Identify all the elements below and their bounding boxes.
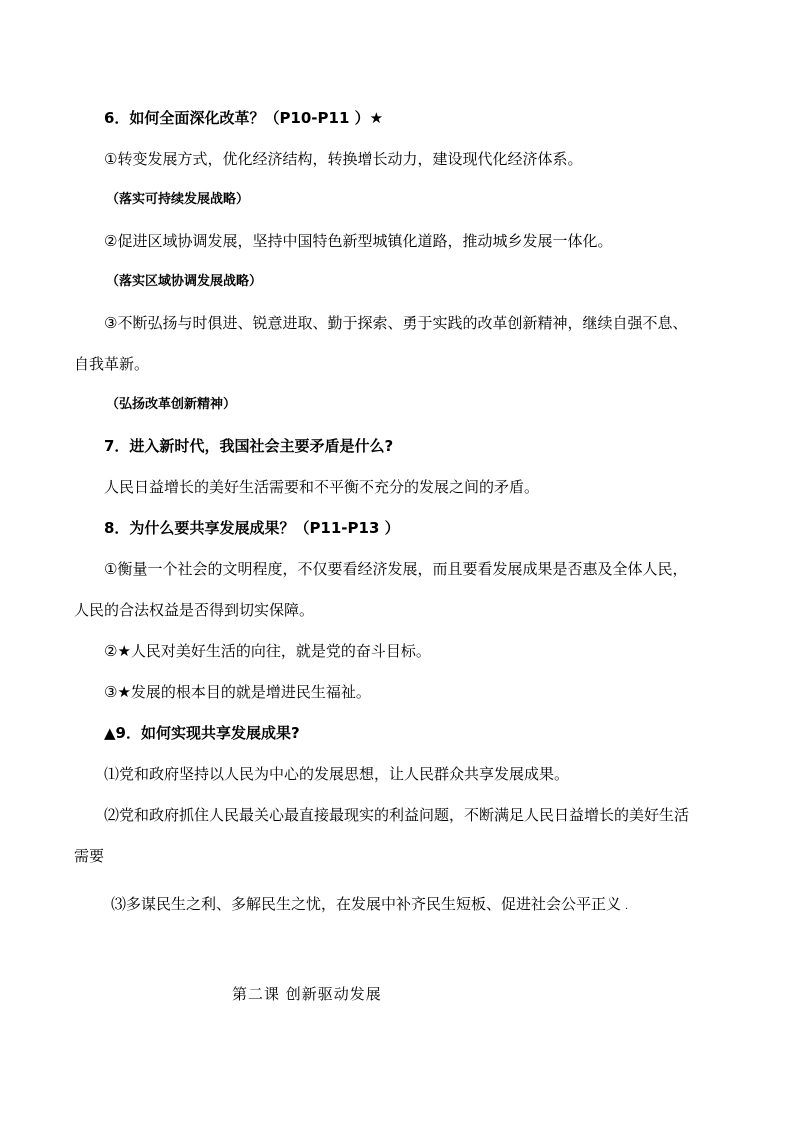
- question-9-point-3: [111, 893, 628, 918]
- question-7-heading: 7．进入新时代，我国社会主要矛盾是什么?: [104, 437, 394, 455]
- question-6-point-1: ①转变发展方式，优化经济结构，转换增长动力，建设现代化经济体系。: [104, 150, 583, 168]
- question-9-point-2-line-1: ⑵党和政府抓住人民最关心最直接最现实的利益问题，不断满足人民日益增长的美好生活: [104, 806, 690, 824]
- question-9-point-3-text: ⑶多谋民生之利、多解民生之忧，在发展中补齐民生短板、促进社会公平正义: [111, 895, 622, 913]
- question-6-note-2: （落实区域协调发展战略）: [106, 274, 263, 289]
- lesson-heading: 第二课 创新驱动发展: [232, 985, 382, 1003]
- question-6-point-2: ②促进区域协调发展，坚持中国特色新型城镇化道路，推动城乡发展一体化。: [104, 232, 613, 250]
- question-9-point-3-end-mark: .: [625, 901, 629, 912]
- question-8-heading: 8．为什么要共享发展成果？（P11-P13 ）: [104, 519, 400, 537]
- question-8-point-2: ②★人民对美好生活的向往，就是党的奋斗目标。: [104, 642, 431, 660]
- question-6-heading: 6．如何全面深化改革？（P10-P11 ）★: [104, 109, 384, 127]
- question-6-point-3-line-2: 自我革新。: [74, 355, 150, 373]
- question-7-answer: 人民日益增长的美好生活需要和不平衡不充分的发展之间的矛盾。: [104, 478, 540, 496]
- question-8-point-1-line-1: ①衡量一个社会的文明程度，不仅要看经济发展，而且要看发展成果是否惠及全体人民，: [104, 560, 688, 578]
- question-9-heading: ▲9．如何实现共享发展成果?: [104, 724, 300, 742]
- question-9-point-1: ⑴党和政府坚持以人民为中心的发展思想，让人民群众共享发展成果。: [104, 765, 570, 783]
- question-6-point-3-line-1: ③不断弘扬与时俱进、锐意进取、勤于探索、勇于实践的改革创新精神，继续自强不息、: [104, 314, 688, 332]
- question-6-note-1: （落实可持续发展战略）: [106, 192, 250, 207]
- question-8-point-1-line-2: 人民的合法权益是否得到切实保障。: [74, 601, 315, 619]
- question-9-point-2-line-2: 需要: [74, 847, 105, 865]
- question-6-note-3: （弘扬改革创新精神）: [106, 397, 237, 412]
- question-8-point-3: ③★发展的根本目的就是增进民生福祉。: [104, 683, 371, 701]
